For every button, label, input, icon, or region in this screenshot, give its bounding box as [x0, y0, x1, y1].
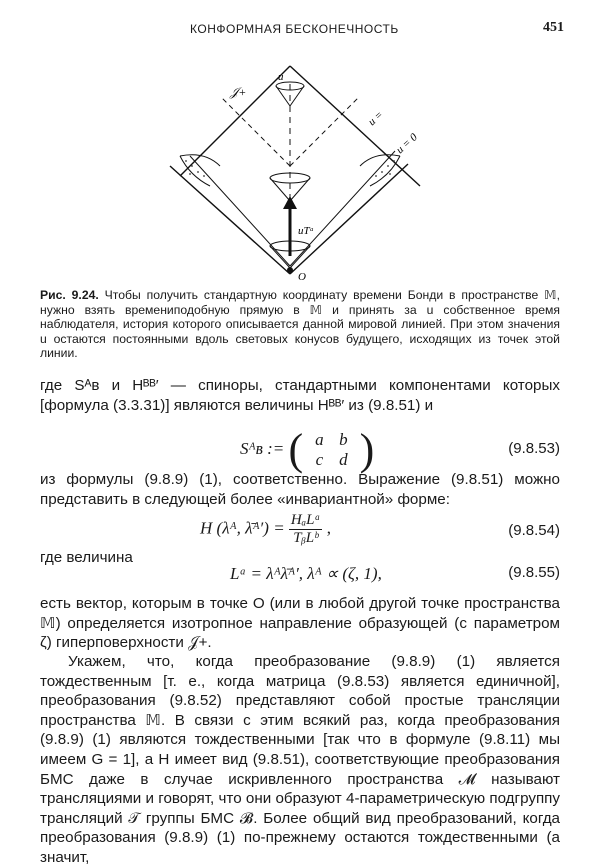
page-number: 451 [543, 20, 564, 35]
eq2-tail: , [326, 518, 331, 538]
caption-text: Чтобы получить стандартную координату времени Бонди в пространстве 𝕄, нужно взять времениподобную прямую в 𝕄 и принять за u собственное время наблюдателя, история которого описывается данной мировой линией. При этом значения u остаются постоянными вдоль световых конусов будущего, исходящих из точек этой линии. [40, 288, 560, 361]
matrix-d: d [339, 450, 348, 469]
equation-9-8-54 [40, 512, 560, 552]
matrix-c: c [315, 450, 324, 469]
eq2-number: (9.8.54) [508, 522, 560, 539]
label-u-axis: u [278, 71, 284, 83]
eq3-number: (9.8.55) [508, 564, 560, 581]
paragraph-3: где величина [40, 549, 133, 566]
time-arrow-head [283, 196, 297, 209]
eq2-numerator: HₐLᵃ [290, 512, 321, 528]
paragraph-5: Укажем, что, когда преобразование (9.8.9) (1) является тождественным [т. е., когда матрица (9.8.53) является единичной], преобразования (9.8.52) представляют собой простые трансляции пространства 𝕄. В связи с этим всякий раз, когда преобразования (9.8.9) (1) являются тождественными [так что в формуле (9.8.11) мы имеем G = 1], а H имеет вид (9.8.51), соответствующие преобразования БМС даже в случае искривленного пространства 𝓜 называют трансляциями и говорят, что они образуют 4-параметрическую подгруппу трансляций 𝒯 группы БМС 𝓑. Более общий вид преобразований, когда преобразования (9.8.9) (1) по-прежнему остаются тождественными (а значит, [40, 653, 560, 866]
eq2-fraction [289, 512, 323, 547]
eq2-formula [200, 512, 331, 547]
scri-plus-left-edge [180, 66, 290, 176]
upper-cone-left [220, 96, 290, 166]
eq1-matrix [307, 430, 355, 470]
equation-9-8-53 [40, 424, 560, 474]
paragraph-2: из формулы (9.8.9) (1), соответственно. Выражение (9.8.51) можно представить в следующей более «инвариантной» форме: [40, 471, 560, 508]
caption-label: Рис. 9.24. [40, 288, 99, 302]
right-side-cone [360, 155, 400, 186]
label-origin: O [298, 271, 306, 283]
eq2-lhs: H (λᴬ, λ̄ᴬ′) = [200, 518, 285, 538]
paragraph-1: где Sᴬʙ и Hᴮᴮ′ — спиноры, стандартными компонентами которых [формула (3.3.31)] являются величины Hᴮᴮ′ из (9.8.51) и [40, 377, 560, 414]
figure-caption [40, 288, 560, 361]
left-lower-edge [170, 166, 290, 274]
figure-9-24 [150, 56, 450, 286]
conformal-diagram [150, 56, 450, 286]
label-utau: uTᵃ [298, 225, 315, 237]
matrix-b: b [339, 430, 348, 449]
origin-point [287, 267, 293, 273]
matrix-a: a [315, 430, 324, 449]
eq1-lhs: Sᴬʙ := [240, 438, 285, 458]
eq2-denominator: TᵦLᵇ [293, 530, 319, 546]
scri-plus-right-edge [290, 66, 420, 186]
eq3-formula: Lᵃ = λᴬλ̄ᴬ′, λᴬ ∝ (ζ, 1), [230, 564, 382, 583]
upper-cone-right [290, 96, 360, 166]
label-scri-plus: 𝒥+ [230, 85, 247, 99]
eq1-formula: Sᴬʙ := ( a b c d ) [240, 425, 375, 474]
label-u-eq: u = [365, 108, 386, 129]
paragraph-4: есть вектор, которым в точке O (или в любой другой точке пространства 𝕄) определяется изотропное направление образующей (с параметром ζ) гиперповерхности 𝒥+. [40, 595, 560, 652]
running-head: КОНФОРМНАЯ БЕСКОНЕЧНОСТЬ [190, 22, 399, 36]
label-u-zero: u = 0 [393, 131, 420, 157]
eq1-number: (9.8.53) [508, 440, 560, 457]
